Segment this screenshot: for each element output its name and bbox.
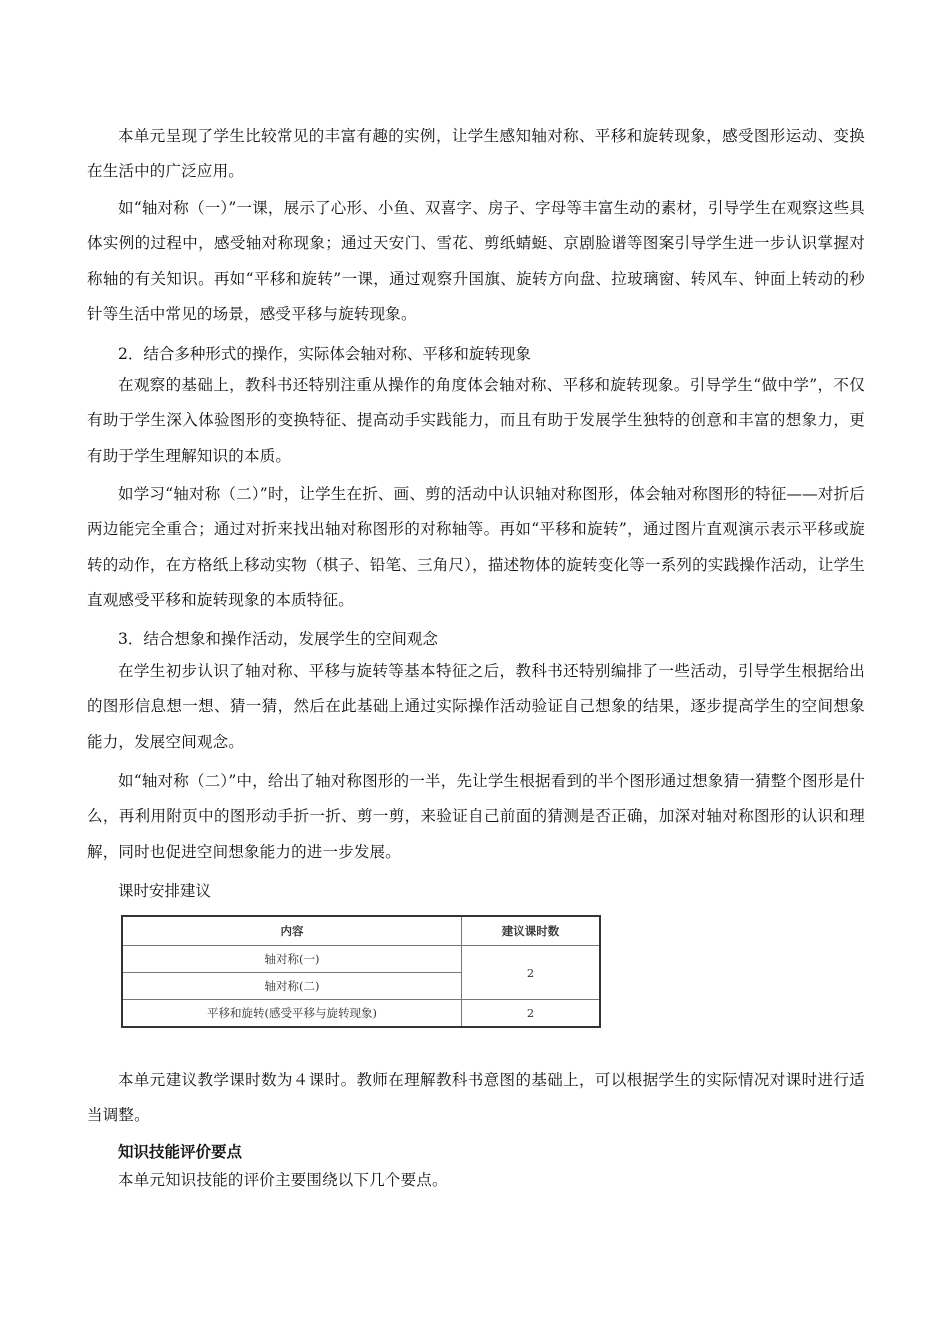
paragraph-intro: 本单元呈现了学生比较常见的丰富有趣的实例，让学生感知轴对称、平移和旋转现象，感受图形运动、变换在生活中的广泛应用。 <box>87 127 865 181</box>
table-header-content: 内容 <box>122 916 462 946</box>
evaluation-heading: 知识技能评价要点 <box>118 1142 243 1161</box>
paragraph-imagination-example: 如“轴对称（二）”中，给出了轴对称图形的一半，先让学生根据看到的半个图形通过想象猜一猜整个图形是什么，再利用附页中的图形动手折一折、剪一剪，来验证自己前面的猜测是否正确，加深对轴对称图形的认识和理解，同时也促进空间想象能力的进一步发展。 <box>87 772 865 861</box>
table-cell-content: 平移和旋转(感受平移与旋转现象) <box>122 1000 462 1028</box>
paragraph-imagination: 在学生初步认识了轴对称、平移与旋转等基本特征之后，教科书还特别编排了一些活动，引导学生根据给出的图形信息想一想、猜一猜，然后在此基础上通过实际操作活动验证自己想象的结果，逐步提高学生的空间想象能力，发展空间观念。 <box>87 662 865 751</box>
schedule-title: 课时安排建议 <box>118 882 212 900</box>
section-heading-3: 3．结合想象和操作活动，发展学生的空间观念 <box>118 630 438 648</box>
table-row <box>122 1000 600 1028</box>
table-cell-hours-merged: 2 <box>462 946 601 1000</box>
table-cell-content: 轴对称(一) <box>122 946 462 973</box>
paragraph-operation: 在观察的基础上，教科书还特别注重从操作的角度体会轴对称、平移和旋转现象。引导学生“做中学”，不仅有助于学生深入体验图形的变换特征、提高动手实践能力，而且有助于发展学生独特的创意和丰富的想象力，更有助于学生理解知识的本质。 <box>87 376 865 465</box>
paragraph-hours-note: 本单元建议教学课时数为４课时。教师在理解教科书意图的基础上，可以根据学生的实际情况对课时进行适当调整。 <box>87 1071 865 1125</box>
paragraph-evaluation-intro: 本单元知识技能的评价主要围绕以下几个要点。 <box>118 1171 448 1189</box>
section-heading-2: 2．结合多种形式的操作，实际体会轴对称、平移和旋转现象 <box>118 345 531 363</box>
table-row <box>122 946 600 973</box>
table-cell-content: 轴对称(二) <box>122 973 462 1000</box>
schedule-table <box>121 915 601 1028</box>
table-cell-hours: 2 <box>462 1000 601 1028</box>
paragraph-axis-symmetry-example: 如“轴对称（一）”一课，展示了心形、小鱼、双喜字、房子、字母等丰富生动的素材，引导学生在观察这些具体实例的过程中，感受轴对称现象；通过天安门、雪花、剪纸蜻蜓、京剧脸谱等图案引导学生进一步认识掌握对称轴的有关知识。再如“平移和旋转”一课，通过观察升国旗、旋转方向盘、拉玻璃窗、转风车、钟面上转动的秒针等生活中常见的场景，感受平移与旋转现象。 <box>87 199 865 324</box>
table-header-hours: 建议课时数 <box>462 916 601 946</box>
paragraph-operation-example: 如学习“轴对称（二）”时，让学生在折、画、剪的活动中认识轴对称图形，体会轴对称图形的特征——对折后两边能完全重合；通过对折来找出轴对称图形的对称轴等。再如“平移和旋转”，通过图片直观演示表示平移或旋转的动作，在方格纸上移动实物（棋子、铅笔、三角尺），描述物体的旋转变化等一系列的实践操作活动，让学生直观感受平移和旋转现象的本质特征。 <box>87 485 865 610</box>
table-header-row <box>122 916 600 946</box>
